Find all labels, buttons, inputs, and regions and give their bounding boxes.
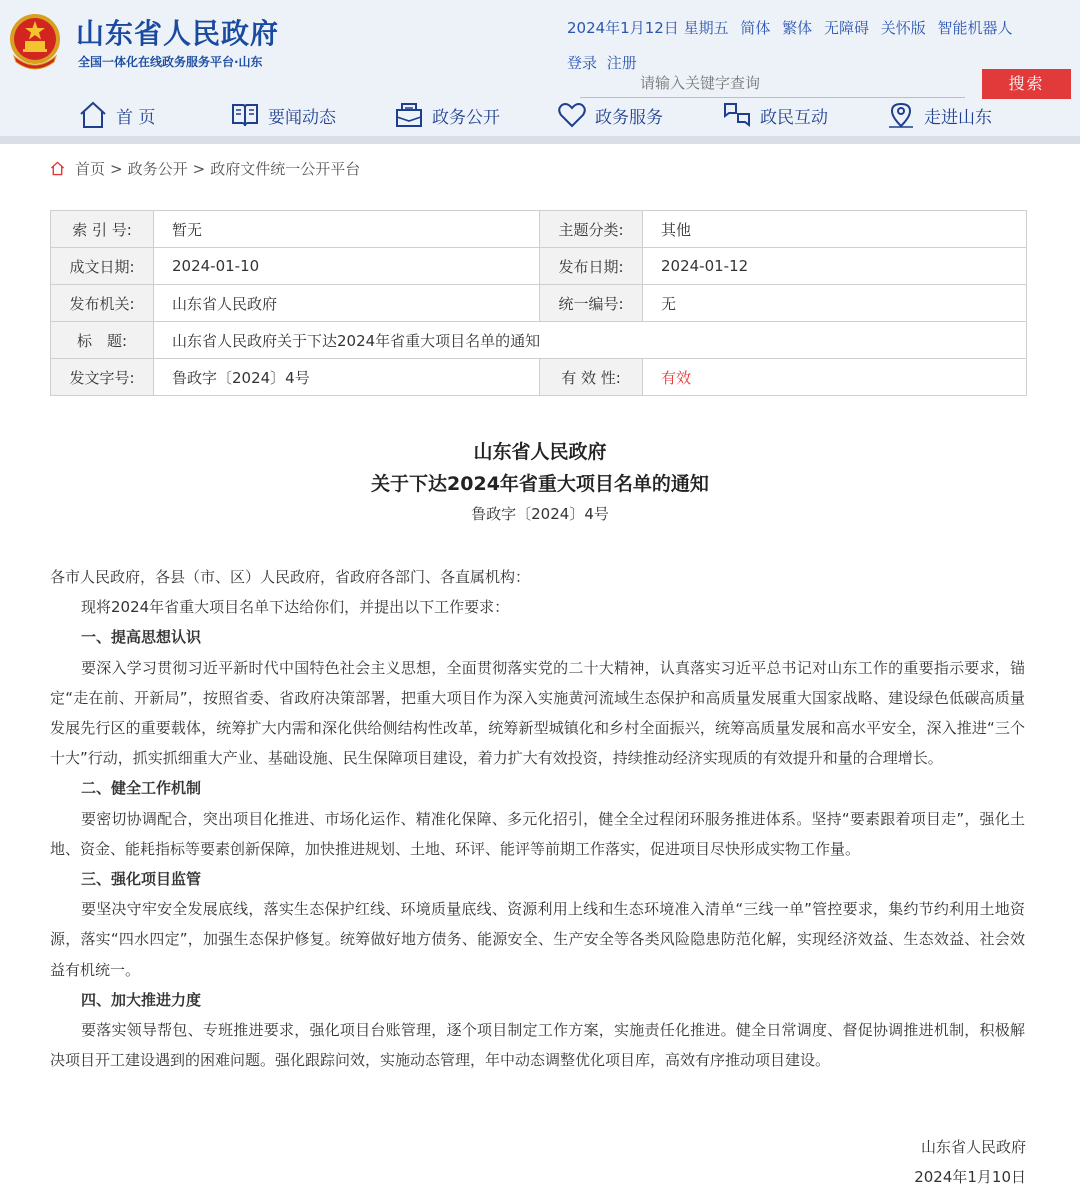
nav-item-gov-affairs[interactable] [394, 96, 500, 134]
table-row [51, 359, 1027, 396]
nav-item-about-shandong[interactable] [886, 96, 992, 134]
main-nav [0, 96, 1080, 134]
nav-label: 要闻动态 [268, 107, 336, 128]
validity-label: 有 效 性: [540, 359, 643, 396]
top-links [567, 17, 1020, 38]
login-link[interactable]: 登录 [567, 54, 598, 72]
nav-label: 政务服务 [595, 107, 663, 128]
traditional-link[interactable]: 繁体 [782, 19, 813, 37]
publish-date-label: 发布日期: [540, 248, 643, 285]
publish-date-value: 2024-01-12 [643, 248, 1027, 285]
document-meta-table [50, 210, 1027, 396]
document-body [50, 562, 1025, 1075]
code-value: 无 [643, 285, 1027, 322]
simplified-link[interactable]: 简体 [740, 19, 771, 37]
nav-label: 走进山东 [924, 107, 992, 128]
site-title[interactable]: 山东省人民政府 [76, 17, 280, 50]
document-title-line2: 关于下达2024年省重大项目名单的通知 [371, 473, 709, 495]
code-label: 统一编号: [540, 285, 643, 322]
written-date-value: 2024-01-10 [154, 248, 540, 285]
validity-value: 有效 [643, 359, 1027, 396]
section-heading: 四、加大推进力度 [81, 990, 202, 1009]
folder-icon [394, 100, 424, 130]
section-heading: 一、提高思想认识 [81, 628, 202, 647]
table-row [51, 211, 1027, 248]
nav-item-gov-services[interactable] [557, 96, 663, 134]
breadcrumb-gov-affairs[interactable]: 政务公开 [127, 160, 188, 178]
nav-label: 政务公开 [432, 107, 500, 128]
robot-link[interactable]: 智能机器人 [937, 19, 1013, 37]
topic-value: 其他 [643, 211, 1027, 248]
breadcrumb [50, 158, 360, 179]
nav-label: 政民互动 [760, 107, 828, 128]
sign-date: 2024年1月10日 [914, 1168, 1026, 1186]
chat-icon [722, 100, 752, 130]
site-subtitle: 全国一体化在线政务服务平台·山东 [78, 55, 263, 69]
home-icon [50, 161, 65, 176]
salutation: 各市人民政府，各县（市、区）人民政府，省政府各部门、各直属机构： [50, 568, 531, 586]
national-emblem-icon [8, 12, 62, 72]
issuer-label: 发布机关: [51, 285, 154, 322]
nav-item-home[interactable] [78, 96, 155, 134]
breadcrumb-separator: > [110, 159, 123, 178]
document-number: 鲁政字〔2024〕4号 [471, 505, 609, 523]
care-mode-link[interactable]: 关怀版 [880, 19, 926, 37]
nav-label: 首 页 [116, 107, 156, 128]
section-paragraph: 要落实领导帮包、专班推进要求，强化项目台账管理，逐个项目制定工作方案，实施责任化推进。健全日常调度、督促协调推进机制，积极解决项目开工建设遇到的困难问题。强化跟踪问效，实施动态管理，年中动态调整优化项目库，高效有序推动项目建设。 [50, 1021, 1025, 1070]
accessibility-link[interactable]: 无障碍 [823, 19, 869, 37]
issuer-value: 山东省人民政府 [154, 285, 540, 322]
register-link[interactable]: 注册 [606, 54, 637, 72]
search-input[interactable] [580, 70, 965, 98]
document-title-line1: 山东省人民政府 [473, 441, 607, 463]
title-label: 标 题: [51, 322, 154, 359]
doc-number-value: 鲁政字〔2024〕4号 [154, 359, 540, 396]
section-heading: 二、健全工作机制 [81, 779, 202, 798]
index-label: 索 引 号: [51, 211, 154, 248]
section-heading: 三、强化项目监管 [81, 870, 202, 889]
title-value: 山东省人民政府关于下达2024年省重大项目名单的通知 [154, 322, 1027, 359]
topic-label: 主题分类: [540, 211, 643, 248]
current-date: 2024年1月12日 星期五 [567, 19, 729, 37]
search-button[interactable]: 搜索 [982, 69, 1071, 99]
nav-item-news[interactable] [230, 96, 336, 134]
table-row [51, 285, 1027, 322]
heart-icon [557, 100, 587, 130]
doc-number-label: 发文字号: [51, 359, 154, 396]
home-icon [78, 100, 108, 130]
nav-item-interaction[interactable] [722, 96, 828, 134]
breadcrumb-separator: > [192, 159, 206, 178]
section-paragraph: 要深入学习贯彻习近平新时代中国特色社会主义思想，全面贯彻落实党的二十大精神，认真落实习近平总书记对山东工作的重要指示要求，锚定“走在前、开新局”，按照省委、省政府决策部署，把重大项目作为深入实施黄河流域生态保护和高质量发展重大国家战略、建设绿色低碳高质量发展先行区的重要载体，统筹扩大内需和深化供给侧结构性改革，统筹新型城镇化和乡村全面振兴，统筹高质量发展和高水平安全，深入推进“三个十大”行动，抓实抓细重大产业、基础设施、民生保障项目建设，着力扩大有效投资，持续推动经济实现质的有效提升和量的合理增长。 [50, 658, 1025, 768]
location-icon [886, 100, 916, 130]
table-row [51, 322, 1027, 359]
table-row [51, 248, 1027, 285]
signer: 山东省人民政府 [920, 1138, 1026, 1156]
section-paragraph: 要密切协调配合，突出项目化推进、市场化运作、精准化保障、多元化招引，健全全过程闭环服务推进体系。坚持“要素跟着项目走”，强化土地、资金、能耗指标等要素创新保障，加快推进规划、土地、环评、能评等前期工作落实，促进项目尽快形成实物工作量。 [50, 809, 1025, 858]
index-value: 暂无 [154, 211, 540, 248]
section-paragraph: 要坚决守牢安全发展底线，落实生态保护红线、环境质量底线、资源利用上线和生态环境准入清单“三线一单”管控要求，集约节约利用土地资源，落实“四水四定”，加强生态保护修复。统筹做好地方债务、能源安全、生产安全等各类风险隐患防范化解，实现经济效益、生态效益、社会效益有机统一。 [50, 900, 1025, 979]
breadcrumb-platform[interactable]: 政府文件统一公开平台 [210, 160, 361, 178]
book-icon [230, 100, 260, 130]
written-date-label: 成文日期: [51, 248, 154, 285]
intro-paragraph: 现将2024年省重大项目名单下达给你们，并提出以下工作要求： [81, 598, 510, 617]
header-divider [0, 136, 1080, 144]
breadcrumb-home[interactable]: 首页 [75, 160, 106, 178]
